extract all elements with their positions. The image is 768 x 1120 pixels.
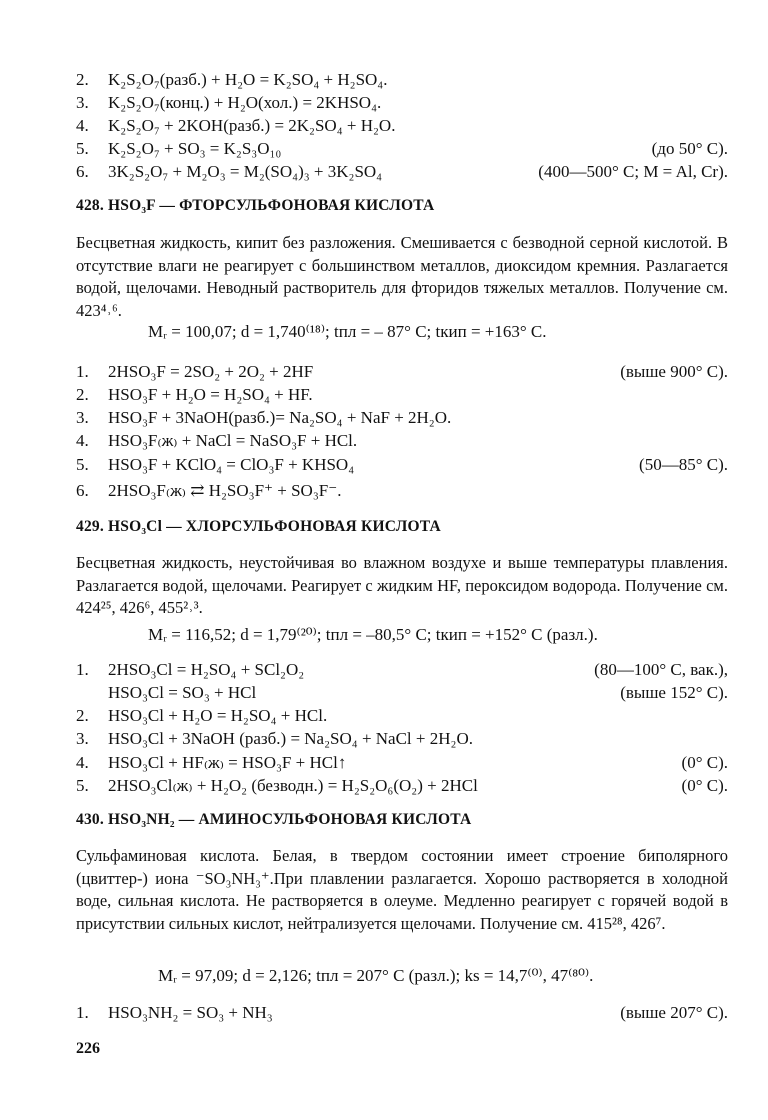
- reaction-number: 6.: [76, 162, 89, 181]
- reaction-number: 1.: [76, 660, 89, 679]
- reaction-equation: HSO₃Cl = SO₃ + HCl: [108, 683, 257, 702]
- reaction-condition: (выше 207° С).: [620, 1003, 728, 1022]
- reaction-number: 2.: [76, 70, 89, 89]
- reaction-condition: (0° С).: [681, 776, 728, 795]
- properties-line-429: Mᵣ = 116,52; d = 1,79⁽²⁰⁾; tпл = –80,5° С; tкип = +152° С (разл.).: [148, 625, 598, 644]
- reaction-condition: (до 50° С).: [651, 139, 728, 158]
- section-heading-428: 428. HSO₃F — ФТОРСУЛЬФОНОВАЯ КИСЛОТА: [76, 197, 435, 214]
- reaction-equation: 2HSO₃Cl₍ж₎ + H₂O₂ (безводн.) = H₂S₂O₆(O₂) + 2HCl: [108, 776, 478, 795]
- reaction-number: 5.: [76, 455, 89, 474]
- reaction-equation: K₂S₂O₇ + SO₃ = K₂S₃O₁₀: [108, 139, 282, 158]
- reaction-number: 2.: [76, 385, 89, 404]
- reaction-number: 4.: [76, 753, 89, 772]
- reaction-number: 5.: [76, 776, 89, 795]
- reaction-equation: HSO₃Cl + 3NaOH (разб.) = Na₂SO₄ + NaCl + 2H₂O.: [108, 729, 473, 748]
- reaction-equation: K₂S₂O₇(конц.) + H₂O(хол.) = 2KHSO₄.: [108, 93, 382, 112]
- reaction-equation: HSO₃NH₂ = SO₃ + NH₃: [108, 1003, 273, 1022]
- reaction-equation: HSO₃F₍ж₎ + NaCl = NaSO₃F + HCl.: [108, 431, 358, 450]
- reaction-equation: 3K₂S₂O₇ + M₂O₃ = M₂(SO₄)₃ + 3K₂SO₄: [108, 162, 383, 181]
- reaction-condition: (400—500° С; M = Al, Cr).: [538, 162, 728, 181]
- reaction-equation: 2HSO₃F₍ж₎ ⇄ H₂SO₃F⁺ + SO₃F⁻.: [108, 481, 342, 500]
- section-heading-429: 429. HSO₃Cl — ХЛОРСУЛЬФОНОВАЯ КИСЛОТА: [76, 518, 441, 535]
- properties-line-430: Mᵣ = 97,09; d = 2,126; tпл = 207° С (разл.); ks = 14,7⁽⁰⁾, 47⁽⁸⁰⁾.: [158, 966, 594, 985]
- reaction-number: 1.: [76, 362, 89, 381]
- reaction-equation: 2HSO₃F = 2SO₂ + 2O₂ + 2HF: [108, 362, 314, 381]
- reaction-condition: (выше 900° С).: [620, 362, 728, 381]
- reaction-condition: (50—85° С).: [639, 455, 728, 474]
- reaction-number: 3.: [76, 729, 89, 748]
- section-description-429: Бесцветная жидкость, неустойчивая во влажном воздухе и выше температуры плавления. Разлагается водой, щелочами. Реагирует с жидким HF, пероксидом водорода. Получение см. 424²⁵, 426⁶, 455²˒³.: [76, 553, 728, 617]
- reaction-equation: HSO₃F + KClO₄ = ClO₃F + KHSO₄: [108, 455, 355, 474]
- properties-line-428: Mᵣ = 100,07; d = 1,740⁽¹⁸⁾; tпл = – 87° С; tкип = +163° С.: [148, 322, 547, 341]
- reaction-number: 5.: [76, 139, 89, 158]
- reaction-equation: HSO₃Cl + H₂O = H₂SO₄ + HCl.: [108, 706, 328, 725]
- section-description-428: Бесцветная жидкость, кипит без разложения. Смешивается с безводной серной кислотой. В отсутствие влаги не реагирует с большинством металлов, диоксидом кремния. Разлагается водой, щелочами. Неводный растворитель для фторидов тяжелых металлов. Получение см. 423⁴˒⁶.: [76, 233, 728, 320]
- reaction-equation: HSO₃F + H₂O = H₂SO₄ + HF.: [108, 385, 313, 404]
- section-heading-430: 430. HSO₃NH₂ — АМИНОСУЛЬФОНОВАЯ КИСЛОТА: [76, 811, 472, 828]
- reaction-equation: K₂S₂O₇(разб.) + H₂O = K₂SO₄ + H₂SO₄.: [108, 70, 388, 89]
- reaction-equation: 2HSO₃Cl = H₂SO₄ + SCl₂O₂: [108, 660, 305, 679]
- reaction-number: 4.: [76, 116, 89, 135]
- reaction-equation: K₂S₂O₇ + 2KOH(разб.) = 2K₂SO₄ + H₂O.: [108, 116, 396, 135]
- reaction-condition: (выше 152° С).: [620, 683, 728, 702]
- reaction-equation: HSO₃Cl + HF₍ж₎ = HSO₃F + HCl↑: [108, 753, 347, 772]
- reaction-equation: HSO₃F + 3NaOH(разб.)= Na₂SO₄ + NaF + 2H₂O.: [108, 408, 452, 427]
- reaction-number: 4.: [76, 431, 89, 450]
- reaction-number: 3.: [76, 408, 89, 427]
- page-number: 226: [76, 1040, 100, 1057]
- reaction-number: 6.: [76, 481, 89, 500]
- section-description-430: Сульфаминовая кислота. Белая, в твердом состоянии имеет строение биполярного (цвиттер-) иона ⁻SO₃NH₃⁺.При плавлении разлагается. Хорошо растворяется в холодной воде, сильная кислота. Не растворяется в олеуме. Медленно реагирует с горячей водой в присутствии сильных кислот, нейтрализуется щелочами. Получение см. 415²⁸, 426⁷.: [76, 846, 728, 933]
- reaction-number: 2.: [76, 706, 89, 725]
- reaction-number: 1.: [76, 1003, 89, 1022]
- reaction-number: 3.: [76, 93, 89, 112]
- reaction-condition: (80—100° С, вак.),: [594, 660, 728, 679]
- reaction-condition: (0° С).: [681, 753, 728, 772]
